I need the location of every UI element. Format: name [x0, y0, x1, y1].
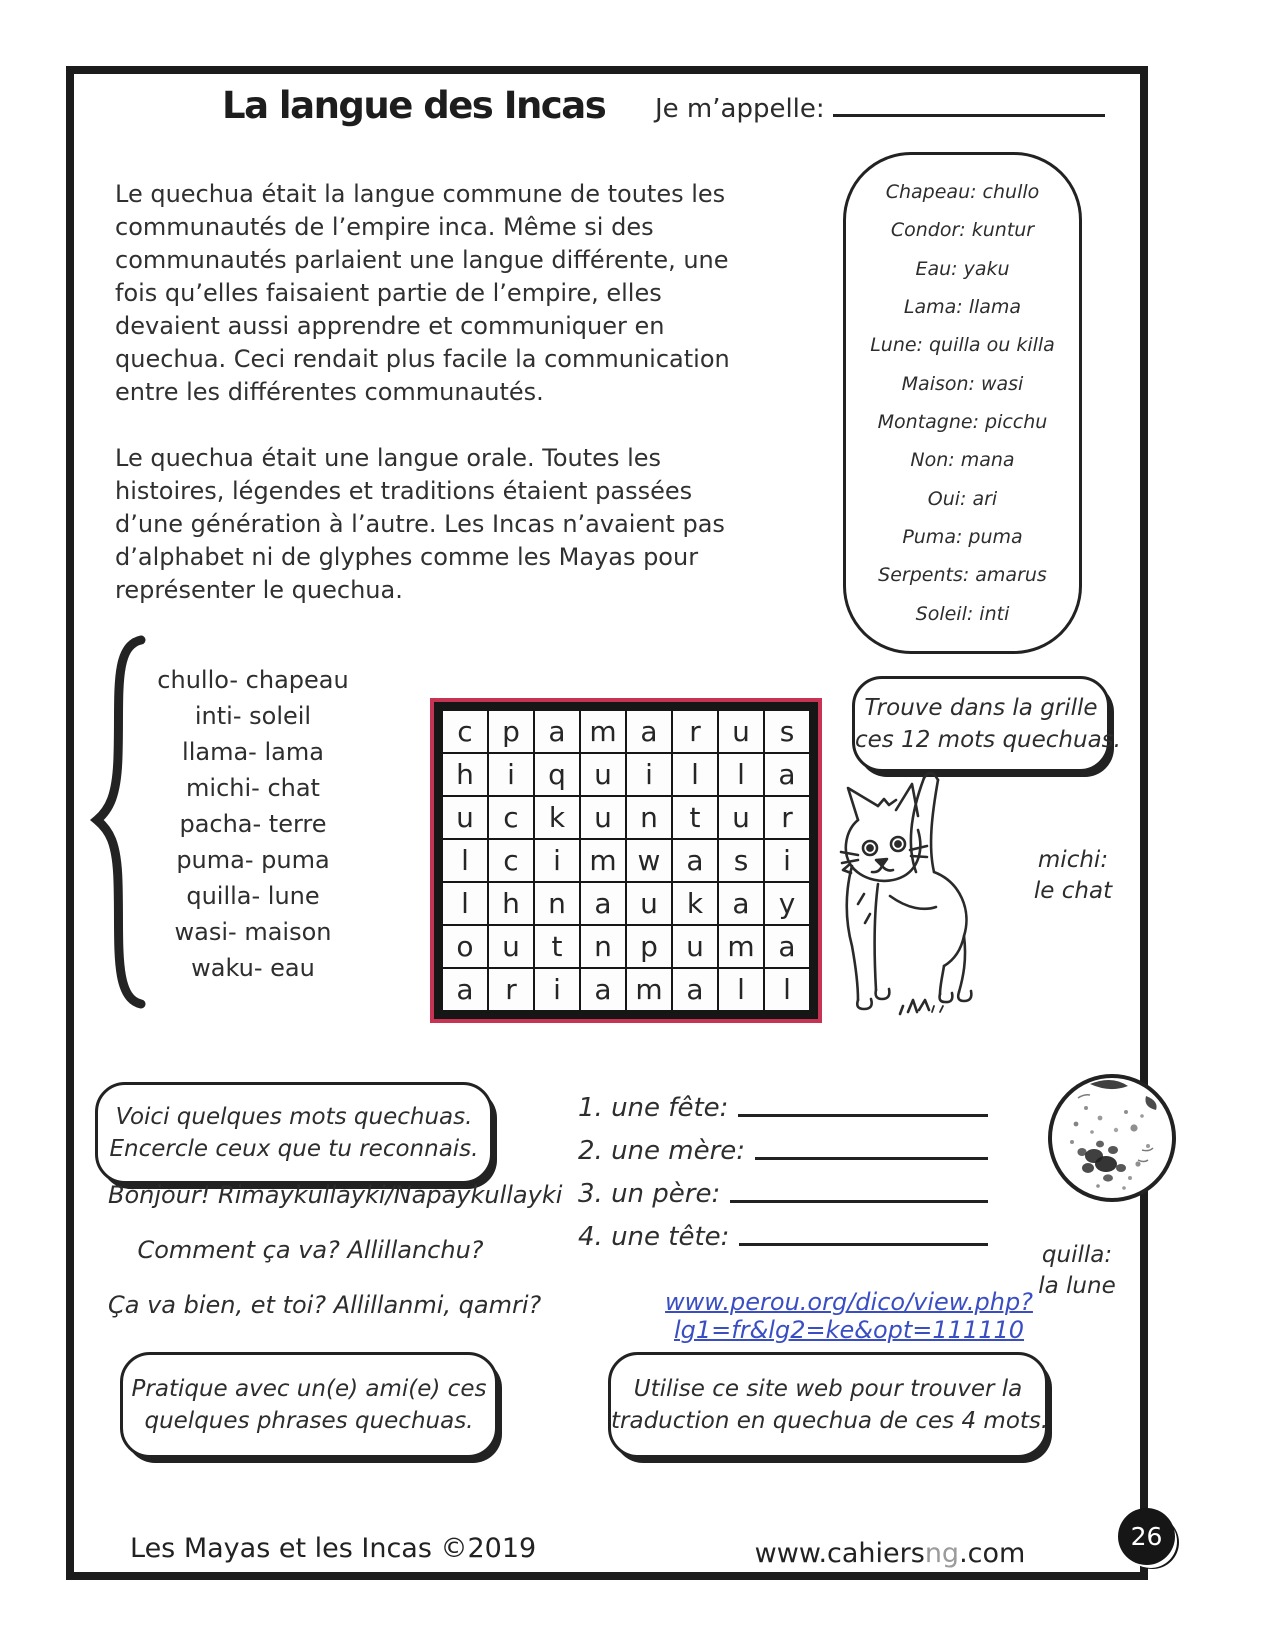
fill-in-label: 4. une tête: — [578, 1222, 730, 1252]
instruction-text: Voici quelques mots quechuas. — [115, 1104, 473, 1130]
grid-letter-cell: y — [765, 883, 809, 924]
grid-letter-cell: l — [719, 969, 763, 1010]
grid-letter-cell: o — [443, 926, 487, 967]
grid-letter-cell: a — [627, 711, 671, 752]
name-blank-line — [833, 90, 1105, 117]
word-pair: quilla- lune — [186, 882, 320, 910]
fill-in-row — [578, 1209, 988, 1252]
page-number: 26 — [1130, 1522, 1163, 1551]
grid-letter-cell: n — [581, 926, 625, 967]
grid-letter-cell: a — [581, 969, 625, 1010]
footer-website-ng: ng — [924, 1538, 960, 1569]
word-search-grid — [434, 702, 818, 1019]
grid-letter-cell: i — [535, 840, 579, 881]
vocabulary-entry: Montagne: picchu — [877, 411, 1048, 434]
grid-letter-cell: m — [627, 969, 671, 1010]
fill-in-blank-line — [739, 1243, 988, 1246]
fill-in-label: 3. un père: — [578, 1179, 721, 1209]
grid-instruction-box — [852, 676, 1121, 772]
grid-letter-cell: t — [673, 797, 717, 838]
grid-letter-cell: r — [489, 969, 533, 1010]
word-pair: wasi- maison — [174, 918, 332, 946]
curly-brace-decoration — [84, 632, 154, 1012]
vocabulary-entry: Eau: yaku — [915, 257, 1010, 280]
grid-letter-cell: r — [673, 711, 717, 752]
grid-letter-cell: m — [581, 840, 625, 881]
grid-letter-cell: u — [673, 926, 717, 967]
grid-letter-cell: p — [627, 926, 671, 967]
word-pair: inti- soleil — [194, 702, 312, 730]
grid-letter-cell: l — [719, 754, 763, 795]
word-pair: llama- lama — [182, 738, 324, 766]
instruction-text: Utilise ce site web pour trouver la — [633, 1376, 1023, 1402]
grid-letter-cell: i — [627, 754, 671, 795]
translation-fill-in-list — [578, 1080, 988, 1252]
fill-in-blank-line — [730, 1200, 988, 1203]
name-field-label: Je m’appelle: — [655, 94, 825, 124]
fill-in-blank-line — [755, 1157, 988, 1160]
grid-letter-cell: n — [535, 883, 579, 924]
page-number-badge — [1118, 1508, 1175, 1565]
phrase-text: Bonjour! Rimaykullayki/Napaykullayki — [108, 1181, 563, 1209]
instruction-text: Pratique avec un(e) ami(e) ces — [131, 1376, 487, 1402]
grid-letter-cell: a — [673, 840, 717, 881]
fill-in-row — [578, 1166, 988, 1209]
vocabulary-entry: Lama: llama — [903, 296, 1022, 319]
cat-caption — [1008, 845, 1138, 907]
instruction-text: ces 12 mots quechuas. — [855, 727, 1121, 753]
vocabulary-entry: Lune: quilla ou killa — [870, 334, 1055, 357]
grid-letter-cell: u — [719, 797, 763, 838]
caption-text: la lune — [1038, 1273, 1116, 1299]
vocabulary-entry: Oui: ari — [927, 487, 998, 510]
vocabulary-entry: Non: mana — [910, 449, 1015, 472]
vocabulary-entry: Puma: puma — [902, 526, 1023, 549]
grid-letter-cell: i — [489, 754, 533, 795]
word-pair: puma- puma — [176, 846, 330, 874]
grid-letter-cell: a — [673, 969, 717, 1010]
grid-letter-cell: w — [627, 840, 671, 881]
grid-letter-cell: u — [581, 797, 625, 838]
grid-letter-cell: c — [489, 797, 533, 838]
fill-in-row — [578, 1123, 988, 1166]
cat-illustration — [812, 762, 1012, 1027]
fill-in-row — [578, 1080, 988, 1123]
grid-letter-cell: a — [765, 754, 809, 795]
oral-language-paragraph: Le quechua était une langue orale. Toutes les histoires, légendes et traditions étaient passées d’une génération à l’autre. Les Incas n’avaient pas d’alphabet ni de glyphes comme les Mayas pour représenter le quechua. — [115, 444, 725, 604]
grid-letter-cell: a — [443, 969, 487, 1010]
instruction-text: Encercle ceux que tu reconnais. — [109, 1136, 479, 1162]
word-pair: chullo- chapeau — [157, 666, 349, 694]
grid-letter-cell: i — [535, 969, 579, 1010]
fill-in-label: 2. une mère: — [578, 1136, 746, 1166]
footer-website — [720, 1538, 1060, 1569]
grid-letter-cell: l — [443, 883, 487, 924]
dictionary-url-wrap — [560, 1288, 1138, 1344]
caption-text: michi: — [1037, 847, 1109, 873]
vocabulary-entry: Soleil: inti — [915, 602, 1010, 625]
grid-letter-cell: t — [535, 926, 579, 967]
grid-letter-cell: p — [489, 711, 533, 752]
grid-letter-cell: i — [765, 840, 809, 881]
grid-letter-cell: u — [489, 926, 533, 967]
fill-in-label: 1. une fête: — [578, 1093, 729, 1123]
grid-letter-cell: c — [489, 840, 533, 881]
phrase-text: Comment ça va? Allillanchu? — [137, 1236, 484, 1264]
grid-letter-cell: m — [719, 926, 763, 967]
instruction-text: traduction en quechua de ces 4 mots. — [611, 1408, 1049, 1434]
grid-letter-cell: c — [443, 711, 487, 752]
caption-text: quilla: — [1041, 1242, 1113, 1268]
vocabulary-entry: Chapeau: chullo — [885, 181, 1040, 204]
grid-letter-cell: m — [581, 711, 625, 752]
word-pair: pacha- terre — [179, 810, 327, 838]
grid-letter-cell: l — [443, 840, 487, 881]
grid-letter-cell: l — [673, 754, 717, 795]
caption-text: le chat — [1033, 878, 1113, 904]
grid-letter-cell: k — [673, 883, 717, 924]
intro-paragraph: Le quechua était la langue commune de toutes les communautés de l’empire inca. Même si des communautés parlaient une langue différente, une fois qu’elles faisaient partie de l’empire, elles devaient aussi apprendre et communiquer en quechua. Ceci rendait plus facile la communication entre les différentes communautés. — [115, 180, 730, 406]
grid-letter-cell: a — [535, 711, 579, 752]
grid-letter-cell: l — [765, 969, 809, 1010]
vocabulary-entry: Serpents: amarus — [878, 564, 1047, 587]
grid-letter-cell: s — [765, 711, 809, 752]
grid-letter-cell: u — [627, 883, 671, 924]
quechua-phrases — [108, 1168, 563, 1333]
grid-letter-cell: n — [627, 797, 671, 838]
grid-letter-cell: q — [535, 754, 579, 795]
grid-letter-cell: s — [719, 840, 763, 881]
grid-letter-cell: a — [581, 883, 625, 924]
grid-letter-cell: k — [535, 797, 579, 838]
grid-letter-cell: a — [765, 926, 809, 967]
moon-illustration — [1042, 1068, 1182, 1208]
instruction-text: Trouve dans la grille — [864, 695, 1098, 721]
grid-letter-cell: u — [719, 711, 763, 752]
page-title: La langue des Incas — [222, 84, 606, 127]
phrase-text: Ça va bien, et toi? Allillanmi, qamri? — [108, 1291, 542, 1319]
grid-letter-cell: h — [443, 754, 487, 795]
fill-in-blank-line — [738, 1114, 988, 1117]
grid-letter-cell: u — [581, 754, 625, 795]
website-instruction-box — [608, 1352, 1048, 1458]
instruction-text: quelques phrases quechuas. — [144, 1408, 474, 1434]
word-pair: waku- eau — [191, 954, 315, 982]
grid-letter-cell: h — [489, 883, 533, 924]
grid-letter-cell: r — [765, 797, 809, 838]
name-field-row — [655, 90, 1105, 124]
practice-instruction-box — [120, 1352, 498, 1458]
footer-book-title: Les Mayas et les Incas ©2019 — [130, 1533, 537, 1564]
grid-letter-cell: a — [719, 883, 763, 924]
vocabulary-entry: Maison: wasi — [901, 372, 1024, 395]
vocabulary-box — [843, 152, 1082, 654]
footer-website-prefix: www.cahiers — [754, 1538, 925, 1569]
footer-website-suffix: .com — [959, 1538, 1026, 1569]
word-pair: michi- chat — [186, 774, 320, 802]
quechua-word-list — [148, 662, 358, 986]
dictionary-url-link[interactable]: www.perou.org/dico/view.php?lg1=fr&lg2=ke&opt=111110 — [665, 1288, 1033, 1344]
grid-letter-cell: u — [443, 797, 487, 838]
vocabulary-entry: Condor: kuntur — [890, 219, 1035, 242]
